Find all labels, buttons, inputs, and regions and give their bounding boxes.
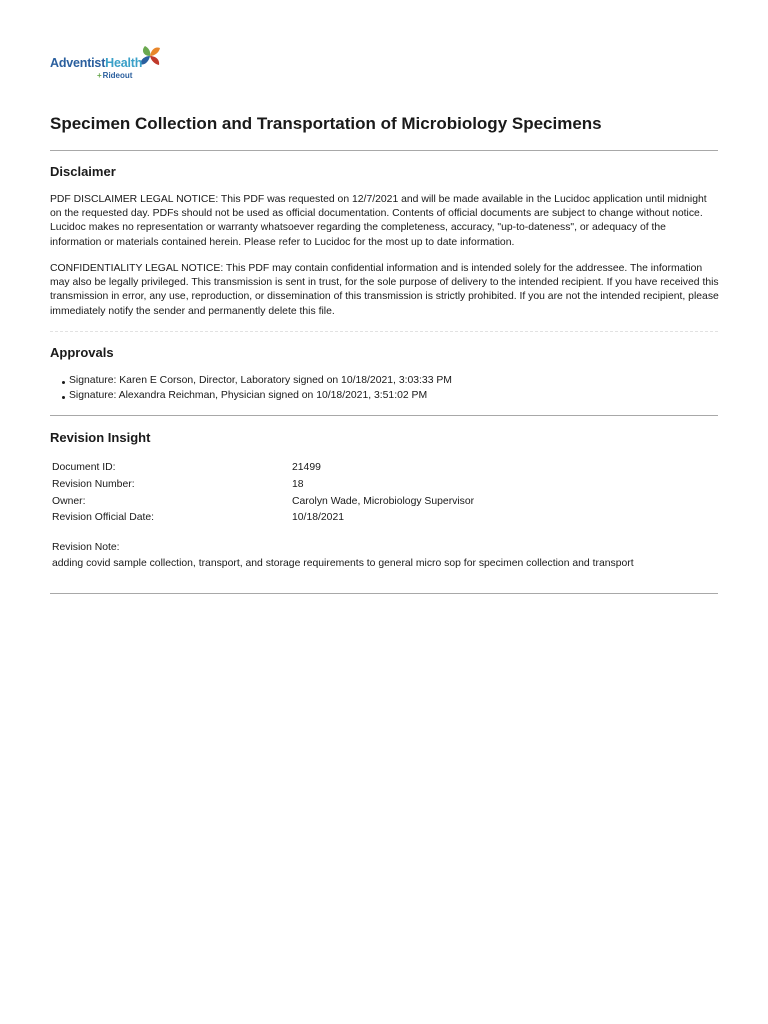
logo-subtitle: +Rideout: [97, 71, 133, 80]
revision-value: Carolyn Wade, Microbiology Supervisor: [292, 495, 475, 507]
adventist-health-logo: [50, 44, 170, 86]
approval-item: Signature: Alexandra Reichman, Physician signed on 10/18/2021, 3:51:02 PM: [62, 389, 452, 404]
revision-label: Owner:: [52, 495, 86, 507]
revision-label: Document ID:: [52, 462, 116, 473]
document-title: Specimen Collection and Transportation of Microbiology Specimens: [50, 114, 602, 133]
approvals-list: [62, 374, 452, 403]
revision-row: [52, 460, 474, 477]
revision-value: 18: [292, 478, 304, 490]
approval-item: Signature: Karen E Corson, Director, Laboratory signed on 10/18/2021, 3:03:33 PM: [62, 374, 452, 389]
revision-divider: [50, 593, 718, 594]
revision-note-label: Revision Note:: [52, 542, 120, 553]
approvals-heading: Approvals: [50, 345, 114, 360]
revision-heading: Revision Insight: [50, 430, 151, 445]
revision-note-text: adding covid sample collection, transport, and storage requirements to general micro sop for specimen collection and transport: [52, 558, 634, 569]
revision-row: [52, 477, 474, 494]
title-divider: [50, 150, 718, 151]
revision-value: 10/18/2021: [292, 512, 345, 524]
disclaimer-heading: Disclaimer: [50, 164, 116, 179]
pdf-disclaimer-notice: PDF DISCLAIMER LEGAL NOTICE: This PDF was requested on 12/7/2021 and will be made available in the Lucidoc application until midnight on the requested day. PDFs should not be used as official documentation. Contents of official documents are subject to change without notice. Lucidoc makes no representation or warranty whatsoever regarding the completeness, accuracy, "up-to-dateness", or adequacy of the information or materials contained herein. Please refer to Lucidoc for the most up to date information.: [50, 194, 707, 248]
leaf-cross-icon: [139, 44, 161, 70]
revision-row: [52, 494, 474, 511]
confidentiality-notice: CONFIDENTIALITY LEGAL NOTICE: This PDF may contain confidential information and is intended solely for the addressee. The information may also be legally privileged. This transmission is sent in trust, for the sole purpose of delivery to the intended recipient. If you have received this transmission in error, any use, reproduction, or dissemination of this transmission is strictly prohibited. If you are not the intended recipient, please immediately notify the sender and permanently delete this file.: [50, 263, 719, 317]
revision-table: [52, 460, 474, 527]
logo-wordmark: AdventistHealth: [50, 56, 143, 70]
revision-label: Revision Official Date:: [52, 512, 155, 524]
revision-label: Revision Number:: [52, 478, 135, 490]
disclaimer-divider: [50, 331, 718, 332]
approvals-divider: [50, 415, 718, 416]
revision-row: [52, 510, 474, 527]
revision-value: 21499: [292, 462, 321, 473]
